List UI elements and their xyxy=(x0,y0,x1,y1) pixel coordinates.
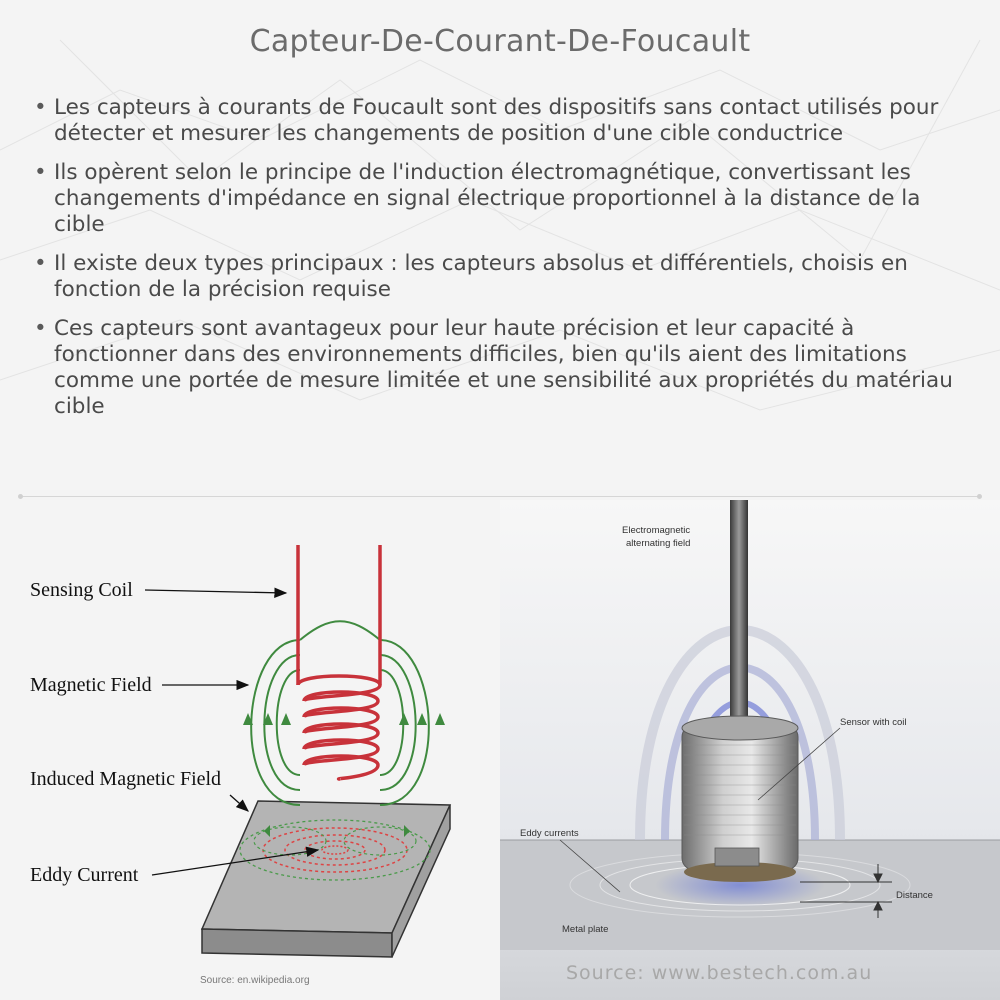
magnetic-field-label: Magnetic Field xyxy=(30,674,152,696)
bullet-item: • Ces capteurs sont avantageux pour leur haute précision et leur capacité à fonctionner dans des environnements difficiles, bien qu'ils aient des limitations comme une portée de mesure limitée et une sensibilité aux propriétés du matériau cible xyxy=(32,316,962,420)
section-divider xyxy=(22,496,978,497)
sensor-cylinder xyxy=(682,716,798,882)
eddy-current-label: Eddy Current xyxy=(30,864,139,886)
induced-field-label: Induced Magnetic Field xyxy=(30,768,222,790)
bullet-item: • Il existe deux types principaux : les capteurs absolus et différentiels, choisis en fonction de la précision requise xyxy=(32,251,962,303)
sensing-coil-label: Sensing Coil xyxy=(30,579,133,601)
em-field-label-line1: Electromagnetic xyxy=(622,525,691,536)
eddy-currents-label: Eddy currents xyxy=(520,828,579,839)
left-source-credit: Source: en.wikipedia.org xyxy=(200,975,310,986)
distance-label: Distance xyxy=(896,890,933,901)
metal-plate-label: Metal plate xyxy=(562,924,609,935)
sensing-coil xyxy=(298,545,380,779)
sensor-label: Sensor with coil xyxy=(840,717,907,728)
eddy-current-sensor-diagram xyxy=(0,505,500,1000)
bullet-item: • Les capteurs à courants de Foucault sont des dispositifs sans contact utilisés pour détecter et mesurer les changements de position d'une cible conductrice xyxy=(32,95,962,147)
bullet-item: • Ils opèrent selon le principe de l'induction électromagnétique, convertissant les changements d'impédance en signal électrique proportionnel à la distance de la cible xyxy=(32,160,962,238)
sensor-with-coil-illustration xyxy=(500,500,1000,1000)
right-source-credit: Source: www.bestech.com.au xyxy=(566,962,873,984)
metal-plate xyxy=(202,801,450,957)
sensor-rod xyxy=(730,500,748,725)
page-title: Capteur-De-Courant-De-Foucault xyxy=(249,24,751,59)
em-field-label-line2: alternating field xyxy=(626,538,691,549)
bullet-list xyxy=(32,95,962,433)
